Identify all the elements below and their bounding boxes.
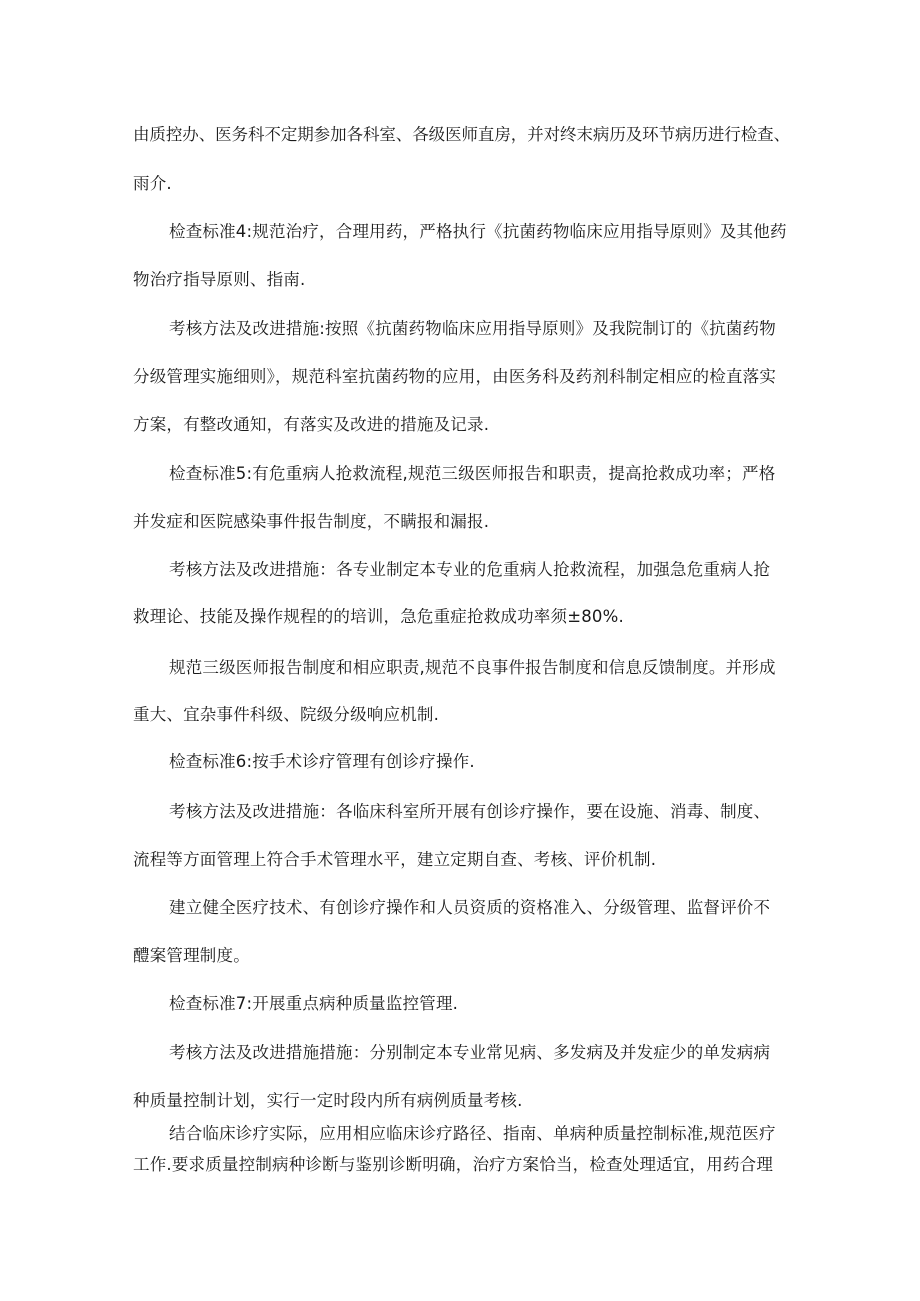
paragraph-line: 种质量控制计划，实行一定时段内所有病例质量考核. (133, 1091, 523, 1110)
paragraph-line: 流程等方面管理上符合手术管理水平，建立定期自查、考核、评价机制. (133, 850, 657, 869)
paragraph-line: 分级管理实施细则》，规范科室抗菌药物的应用，由医务科及药剂科制定相应的检直落实 (133, 367, 777, 386)
paragraph-line: 检查标准7:开展重点病种质量监控管理. (169, 994, 459, 1013)
paragraph-line: 雨介. (133, 174, 172, 193)
paragraph-line: 建立健全医疗技术、有创诊疗操作和人员资质的资格准入、分级管理、监督评价不 (169, 898, 771, 917)
paragraph-line: 结合临床诊疗实际，应用相应临床诊疗路径、指南、单病种质量控制标准,规范医疗 (169, 1124, 776, 1143)
paragraph-line: 救理论、技能及操作规程的的培训，急危重症抢救成功率须±80%. (133, 607, 624, 626)
paragraph-line: 工作.要求质量控制病种诊断与鉴别诊断明确，治疗方案恰当，检查处理适宜，用药合理 (133, 1155, 774, 1174)
paragraph-line: 物治疗指导原则、指南. (133, 270, 306, 289)
paragraph-line: 醴案管理制度。 (133, 946, 250, 965)
paragraph-line: 方案，有整改通知，有落实及改进的措施及记录. (133, 415, 490, 434)
paragraph-line: 检查标准6:按手术诊疗管理有创诊疗操作. (169, 752, 475, 771)
paragraph-line: 并发症和医院感染事件报告制度，不瞒报和漏报. (133, 512, 490, 531)
paragraph-line: 考核方法及改进措施：各专业制定本专业的危重病人抢救流程，加强急危重病人抢 (169, 560, 771, 579)
paragraph-line: 考核方法及改进措施：各临床科室所开展有创诊疗操作，要在设施、消毒、制度、 (169, 802, 771, 821)
paragraph-line: 重大、宜杂事件科级、院级分级响应机制. (133, 705, 440, 724)
paragraph-line: 检查标准5:有危重病人抢救流程,规范三级医师报告和职责，提高抢救成功率；严格 (169, 464, 776, 483)
paragraph-line: 由质控办、医务科不定期参加各科室、各级医师直房，并对终末病历及环节病历进行检查、 (133, 125, 791, 144)
paragraph-line: 考核方法及改进措施:按照《抗菌药物临床应用指导原则》及我院制订的《抗菌药物 (169, 319, 776, 338)
paragraph-line: 检查标准4:规范治疗，合理用药，严格执行《抗菌药物临床应用指导原则》及其他药 (169, 222, 787, 241)
paragraph-line: 考核方法及改进措施措施：分别制定本专业常见病、多发病及并发症少的单发病病 (169, 1043, 771, 1062)
paragraph-line: 规范三级医师报告制度和相应职责,规范不良事件报告制度和信息反馈制度。并形成 (169, 658, 776, 677)
